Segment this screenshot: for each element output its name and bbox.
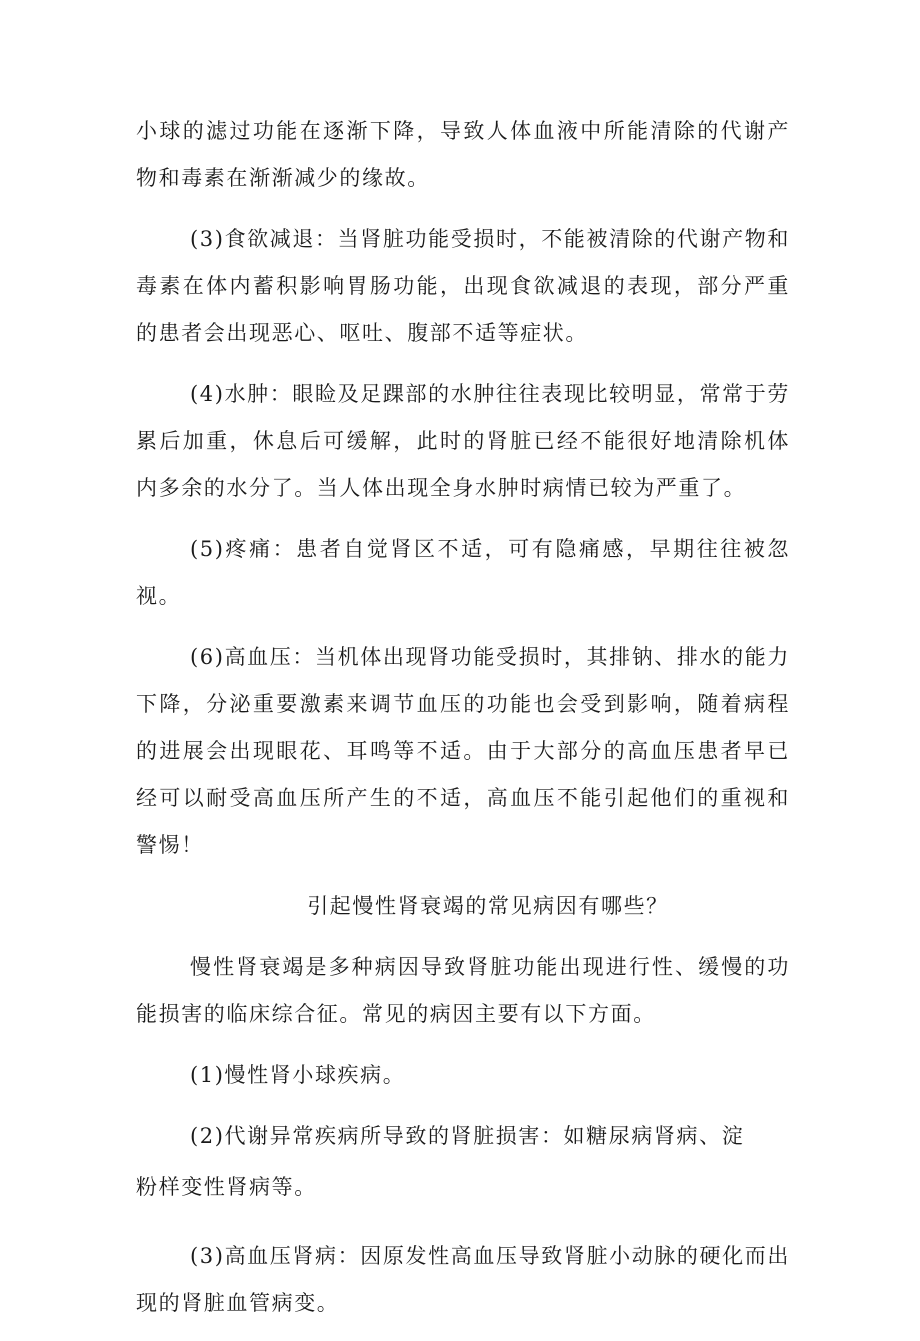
list-item-glomerular: (1)慢性肾小球疾病。 [190,1063,406,1087]
paragraph-intro: 慢性肾衰竭是多种病因导致肾脏功能出现进行性、缓慢的功能损害的临床综合征。常见的病因主要有以下方面。 [136,955,790,1026]
paragraph-appetite-loss: (3)食欲减退：当肾脏功能受损时，不能被清除的代谢产物和毒素在体内蓄积影响胃肠功能，出现食欲减退的表现，部分严重的患者会出现恶心、呕吐、腹部不适等症状。 [136,227,790,345]
list-item-metabolic: (2)代谢异常疾病所导致的肾脏损害：如糖尿病肾病、淀 [190,1124,745,1148]
paragraph-continuation: 小球的滤过功能在逐渐下降，导致人体血液中所能清除的代谢产物和毒素在渐渐减少的缘故。 [136,119,790,190]
document-body [136,108,790,1341]
paragraph-edema: (4)水肿：眼睑及足踝部的水肿往往表现比较明显，常常于劳累后加重，休息后可缓解，此时的肾脏已经不能很好地清除机体内多余的水分了。当人体出现全身水肿时病情已较为严重了。 [136,382,790,500]
paragraph-pain: (5)疼痛：患者自觉肾区不适，可有隐痛感，早期往往被忽视。 [136,537,790,608]
paragraph-hypertension: (6)高血压：当机体出现肾功能受损时，其排钠、排水的能力下降，分泌重要激素来调节血压的功能也会受到影响，随着病程的进展会出现眼花、耳鸣等不适。由于大部分的高血压患者早已经可以耐受高血压所产生的不适，高血压不能引起他们的重视和警惕！ [136,645,790,857]
list-item-metabolic-continued: 粉样变性肾病等。 [136,1175,317,1199]
list-item-hypertensive: (3)高血压肾病：因原发性高血压导致肾脏小动脉的硬化而出现的肾脏血管病变。 [136,1244,790,1315]
section-heading: 引起慢性肾衰竭的常见病因有哪些？ [307,894,669,918]
